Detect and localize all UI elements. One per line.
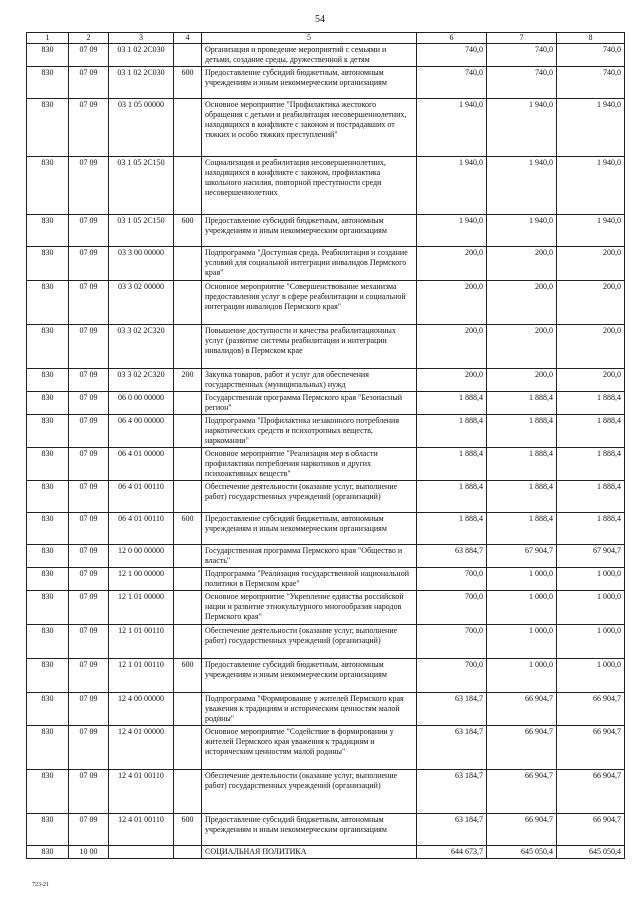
section-code-cell: 07 09 (69, 215, 109, 247)
amount-year2-cell: 740,0 (487, 67, 557, 99)
amount-year3-cell: 740,0 (557, 44, 625, 67)
amount-year2-cell: 66 904,7 (487, 814, 557, 846)
amount-year1-cell: 200,0 (417, 325, 487, 369)
section-code-cell: 10 00 (69, 846, 109, 859)
description-cell: Предоставление субсидий бюджетным, автономным учреждениям и иным некоммерческим организациям (202, 814, 417, 846)
section-code-cell: 07 09 (69, 659, 109, 693)
description-cell: Закупка товаров, работ и услуг для обеспечения государственных (муниципальных) нужд (202, 369, 417, 392)
target-code-cell: 06 4 00 00000 (109, 415, 174, 448)
amount-year1-cell: 1 888,4 (417, 415, 487, 448)
amount-year1-cell: 740,0 (417, 44, 487, 67)
agency-code-cell: 830 (27, 814, 69, 846)
amount-year1-cell: 700,0 (417, 568, 487, 591)
amount-year1-cell: 740,0 (417, 67, 487, 99)
budget-table (26, 32, 625, 859)
section-code-cell: 07 09 (69, 392, 109, 415)
amount-year2-cell: 1 000,0 (487, 625, 557, 659)
section-code-cell: 07 09 (69, 770, 109, 814)
section-code-cell: 07 09 (69, 591, 109, 625)
expense-type-cell: 600 (174, 659, 202, 693)
table-row (27, 415, 625, 448)
description-cell: Подпрограмма "Профилактика незаконного потребления наркотических средств и психотропных веществ, наркомании" (202, 415, 417, 448)
section-code-cell: 07 09 (69, 157, 109, 215)
table-row (27, 369, 625, 392)
section-code-cell: 07 09 (69, 325, 109, 369)
amount-year1-cell: 1 888,4 (417, 392, 487, 415)
description-cell: Обеспечение деятельности (оказание услуг, выполнение работ) государственных учреждений (организаций) (202, 481, 417, 513)
expense-type-cell: 200 (174, 369, 202, 392)
agency-code-cell: 830 (27, 693, 69, 726)
expense-type-cell (174, 568, 202, 591)
amount-year2-cell: 1 940,0 (487, 99, 557, 157)
amount-year1-cell: 200,0 (417, 247, 487, 281)
amount-year2-cell: 200,0 (487, 281, 557, 325)
agency-code-cell: 830 (27, 726, 69, 770)
section-code-cell: 07 09 (69, 247, 109, 281)
amount-year2-cell: 67 904,7 (487, 545, 557, 568)
amount-year2-cell: 1 888,4 (487, 448, 557, 481)
column-header: 8 (557, 33, 625, 44)
target-code-cell: 03 3 00 00000 (109, 247, 174, 281)
section-code-cell: 07 09 (69, 513, 109, 545)
agency-code-cell: 830 (27, 157, 69, 215)
description-cell: СОЦИАЛЬНАЯ ПОЛИТИКА (202, 846, 417, 859)
amount-year2-cell: 66 904,7 (487, 693, 557, 726)
document-code: 723-21 (32, 882, 49, 888)
amount-year3-cell: 1 888,4 (557, 513, 625, 545)
section-code-cell: 07 09 (69, 481, 109, 513)
amount-year1-cell: 644 673,7 (417, 846, 487, 859)
agency-code-cell: 830 (27, 545, 69, 568)
description-cell: Основное мероприятие "Реализация мер в области профилактики потребления наркотиков и других психоактивных веществ" (202, 448, 417, 481)
agency-code-cell: 830 (27, 591, 69, 625)
amount-year1-cell: 1 940,0 (417, 99, 487, 157)
amount-year2-cell: 1 940,0 (487, 215, 557, 247)
amount-year3-cell: 1 000,0 (557, 659, 625, 693)
amount-year3-cell: 66 904,7 (557, 693, 625, 726)
expense-type-cell (174, 415, 202, 448)
table-row (27, 814, 625, 846)
expense-type-cell (174, 448, 202, 481)
table-row (27, 625, 625, 659)
amount-year3-cell: 1 000,0 (557, 625, 625, 659)
amount-year1-cell: 63 884,7 (417, 545, 487, 568)
amount-year1-cell: 200,0 (417, 281, 487, 325)
column-header: 5 (202, 33, 417, 44)
amount-year2-cell: 1 000,0 (487, 659, 557, 693)
target-code-cell: 03 1 05 2C150 (109, 215, 174, 247)
amount-year2-cell: 1 940,0 (487, 157, 557, 215)
description-cell: Основное мероприятие "Профилактика жестокого обращения с детьми и реабилитация несовершеннолетних, находящихся в конфликте с законом и пострадавших от тяжких и особо тяжких преступлений" (202, 99, 417, 157)
column-header: 7 (487, 33, 557, 44)
description-cell: Основное мероприятие "Совершенствование механизма предоставления услуг в сфере реабилитации и социальной интеграции инвалидов Пермского края" (202, 281, 417, 325)
amount-year3-cell: 67 904,7 (557, 545, 625, 568)
agency-code-cell: 830 (27, 513, 69, 545)
amount-year3-cell: 1 888,4 (557, 392, 625, 415)
expense-type-cell (174, 846, 202, 859)
expense-type-cell (174, 726, 202, 770)
amount-year3-cell: 200,0 (557, 247, 625, 281)
description-cell: Подпрограмма "Доступная среда. Реабилитация и создание условий для социальной интеграции инвалидов Пермского края" (202, 247, 417, 281)
amount-year2-cell: 1 888,4 (487, 415, 557, 448)
table-row (27, 99, 625, 157)
column-header: 4 (174, 33, 202, 44)
table-row (27, 659, 625, 693)
amount-year1-cell: 1 888,4 (417, 481, 487, 513)
amount-year1-cell: 1 888,4 (417, 448, 487, 481)
target-code-cell: 03 1 02 2C030 (109, 44, 174, 67)
amount-year2-cell: 200,0 (487, 369, 557, 392)
amount-year3-cell: 1 888,4 (557, 415, 625, 448)
amount-year3-cell: 200,0 (557, 369, 625, 392)
table-row (27, 770, 625, 814)
target-code-cell: 12 1 01 00110 (109, 659, 174, 693)
description-cell: Подпрограмма "Реализация государственной национальной политики в Пермском крае" (202, 568, 417, 591)
target-code-cell: 06 4 01 00110 (109, 481, 174, 513)
amount-year3-cell: 1 940,0 (557, 157, 625, 215)
expense-type-cell (174, 44, 202, 67)
target-code-cell: 12 4 01 00110 (109, 770, 174, 814)
description-cell: Обеспечение деятельности (оказание услуг, выполнение работ) государственных учреждений (организаций) (202, 625, 417, 659)
header-row (27, 33, 625, 44)
agency-code-cell: 830 (27, 281, 69, 325)
expense-type-cell (174, 325, 202, 369)
amount-year3-cell: 1 940,0 (557, 215, 625, 247)
target-code-cell: 12 1 01 00110 (109, 625, 174, 659)
expense-type-cell (174, 625, 202, 659)
table-row (27, 215, 625, 247)
amount-year2-cell: 1 888,4 (487, 513, 557, 545)
table-row (27, 392, 625, 415)
section-code-cell: 07 09 (69, 369, 109, 392)
section-code-cell: 07 09 (69, 693, 109, 726)
agency-code-cell: 830 (27, 448, 69, 481)
section-code-cell: 07 09 (69, 44, 109, 67)
amount-year3-cell: 740,0 (557, 67, 625, 99)
amount-year1-cell: 700,0 (417, 591, 487, 625)
expense-type-cell: 600 (174, 513, 202, 545)
agency-code-cell: 830 (27, 568, 69, 591)
amount-year1-cell: 1 940,0 (417, 215, 487, 247)
table-row (27, 448, 625, 481)
table-row (27, 67, 625, 99)
agency-code-cell: 830 (27, 325, 69, 369)
amount-year3-cell: 200,0 (557, 281, 625, 325)
target-code-cell: 12 4 01 00000 (109, 726, 174, 770)
expense-type-cell: 600 (174, 215, 202, 247)
section-code-cell: 07 09 (69, 568, 109, 591)
table-row (27, 726, 625, 770)
table-row (27, 325, 625, 369)
table-row (27, 591, 625, 625)
agency-code-cell: 830 (27, 625, 69, 659)
amount-year3-cell: 66 904,7 (557, 814, 625, 846)
amount-year2-cell: 1 000,0 (487, 591, 557, 625)
amount-year1-cell: 63 184,7 (417, 693, 487, 726)
expense-type-cell (174, 157, 202, 215)
section-code-cell: 07 09 (69, 67, 109, 99)
target-code-cell: 03 1 02 2C030 (109, 67, 174, 99)
description-cell: Предоставление субсидий бюджетным, автономным учреждениям и иным некоммерческим организациям (202, 215, 417, 247)
agency-code-cell: 830 (27, 99, 69, 157)
column-header: 6 (417, 33, 487, 44)
amount-year3-cell: 1 940,0 (557, 99, 625, 157)
target-code-cell: 06 4 01 00000 (109, 448, 174, 481)
amount-year2-cell: 740,0 (487, 44, 557, 67)
agency-code-cell: 830 (27, 44, 69, 67)
agency-code-cell: 830 (27, 369, 69, 392)
amount-year3-cell: 66 904,7 (557, 770, 625, 814)
table-row (27, 846, 625, 859)
amount-year1-cell: 1 940,0 (417, 157, 487, 215)
agency-code-cell: 830 (27, 659, 69, 693)
expense-type-cell (174, 693, 202, 726)
description-cell: Социализация и реабилитация несовершеннолетних, находящихся в конфликте с законом, профилактика школьного насилия, повторной преступности среди несовершеннолетних (202, 157, 417, 215)
amount-year1-cell: 63 184,7 (417, 770, 487, 814)
target-code-cell: 03 3 02 2C320 (109, 325, 174, 369)
description-cell: Подпрограмма "Формирование у жителей Пермского края уважения к традициям и историческим ценностям малой родины" (202, 693, 417, 726)
section-code-cell: 07 09 (69, 448, 109, 481)
target-code-cell: 12 1 01 00000 (109, 591, 174, 625)
target-code-cell: 06 0 00 00000 (109, 392, 174, 415)
agency-code-cell: 830 (27, 215, 69, 247)
agency-code-cell: 830 (27, 247, 69, 281)
expense-type-cell (174, 99, 202, 157)
agency-code-cell: 830 (27, 770, 69, 814)
table-row (27, 693, 625, 726)
expense-type-cell (174, 770, 202, 814)
description-cell: Предоставление субсидий бюджетным, автономным учреждениям и иным некоммерческим организациям (202, 67, 417, 99)
amount-year3-cell: 1 000,0 (557, 568, 625, 591)
expense-type-cell (174, 247, 202, 281)
amount-year1-cell: 63 184,7 (417, 726, 487, 770)
section-code-cell: 07 09 (69, 99, 109, 157)
amount-year3-cell: 66 904,7 (557, 726, 625, 770)
description-cell: Предоставление субсидий бюджетным, автономным учреждениям и иным некоммерческим организациям (202, 659, 417, 693)
description-cell: Организация и проведение мероприятий с семьями и детьми, создание среды, дружественной к детям (202, 44, 417, 67)
expense-type-cell: 600 (174, 814, 202, 846)
amount-year3-cell: 1 888,4 (557, 448, 625, 481)
section-code-cell: 07 09 (69, 281, 109, 325)
section-code-cell: 07 09 (69, 726, 109, 770)
target-code-cell: 12 1 00 00000 (109, 568, 174, 591)
target-code-cell: 12 0 00 00000 (109, 545, 174, 568)
target-code-cell: 12 4 01 00110 (109, 814, 174, 846)
section-code-cell: 07 09 (69, 814, 109, 846)
agency-code-cell: 830 (27, 846, 69, 859)
amount-year2-cell: 645 050,4 (487, 846, 557, 859)
description-cell: Предоставление субсидий бюджетным, автономным учреждениям и иным некоммерческим организациям (202, 513, 417, 545)
description-cell: Основное мероприятие "Укрепление единства российской нации и развитие этнокультурного многообразия народов Пермского края" (202, 591, 417, 625)
target-code-cell: 03 3 02 2C320 (109, 369, 174, 392)
description-cell: Основное мероприятие "Содействие в формировании у жителей Пермского края уважения к традициям и историческим ценностям малой родины" (202, 726, 417, 770)
agency-code-cell: 830 (27, 481, 69, 513)
amount-year2-cell: 1 888,4 (487, 392, 557, 415)
expense-type-cell: 600 (174, 67, 202, 99)
column-header: 3 (109, 33, 174, 44)
table-row (27, 247, 625, 281)
description-cell: Государственная программа Пермского края "Общество и власть" (202, 545, 417, 568)
target-code-cell: 03 1 05 00000 (109, 99, 174, 157)
table-row (27, 545, 625, 568)
target-code-cell: 03 3 02 00000 (109, 281, 174, 325)
expense-type-cell (174, 591, 202, 625)
expense-type-cell (174, 481, 202, 513)
description-cell: Повышение доступности и качества реабилитационных услуг (развитие системы реабилитации и интеграции инвалидов) в Пермском крае (202, 325, 417, 369)
column-header: 1 (27, 33, 69, 44)
amount-year3-cell: 200,0 (557, 325, 625, 369)
target-code-cell: 03 1 05 2C150 (109, 157, 174, 215)
table-row (27, 157, 625, 215)
target-code-cell (109, 846, 174, 859)
amount-year2-cell: 1 000,0 (487, 568, 557, 591)
amount-year1-cell: 200,0 (417, 369, 487, 392)
target-code-cell: 12 4 00 00000 (109, 693, 174, 726)
agency-code-cell: 830 (27, 392, 69, 415)
expense-type-cell (174, 545, 202, 568)
description-cell: Обеспечение деятельности (оказание услуг, выполнение работ) государственных учреждений (организаций) (202, 770, 417, 814)
description-cell: Государственная программа Пермского края "Безопасный регион" (202, 392, 417, 415)
amount-year3-cell: 1 000,0 (557, 591, 625, 625)
expense-type-cell (174, 281, 202, 325)
amount-year1-cell: 1 888,4 (417, 513, 487, 545)
table-row (27, 568, 625, 591)
section-code-cell: 07 09 (69, 545, 109, 568)
target-code-cell: 06 4 01 00110 (109, 513, 174, 545)
section-code-cell: 07 09 (69, 415, 109, 448)
amount-year1-cell: 63 184,7 (417, 814, 487, 846)
amount-year2-cell: 1 888,4 (487, 481, 557, 513)
amount-year2-cell: 66 904,7 (487, 770, 557, 814)
amount-year3-cell: 645 050,4 (557, 846, 625, 859)
amount-year1-cell: 700,0 (417, 625, 487, 659)
amount-year3-cell: 1 888,4 (557, 481, 625, 513)
table-row (27, 281, 625, 325)
amount-year2-cell: 200,0 (487, 247, 557, 281)
amount-year2-cell: 66 904,7 (487, 726, 557, 770)
table-row (27, 44, 625, 67)
agency-code-cell: 830 (27, 415, 69, 448)
column-header: 2 (69, 33, 109, 44)
agency-code-cell: 830 (27, 67, 69, 99)
table-row (27, 513, 625, 545)
page-number: 54 (315, 14, 325, 25)
table-row (27, 481, 625, 513)
amount-year1-cell: 700,0 (417, 659, 487, 693)
section-code-cell: 07 09 (69, 625, 109, 659)
amount-year2-cell: 200,0 (487, 325, 557, 369)
expense-type-cell (174, 392, 202, 415)
